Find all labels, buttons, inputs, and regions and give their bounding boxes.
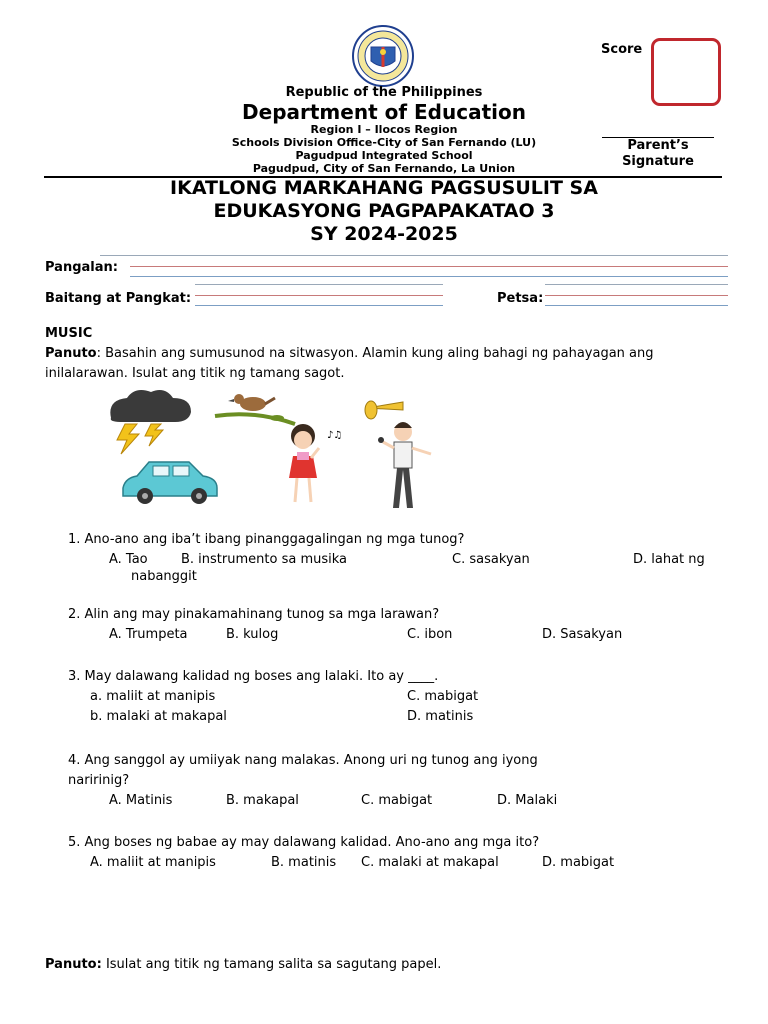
q5-option-b[interactable]: B. matinis <box>271 855 337 870</box>
footer-instruction-label: Panuto: <box>45 957 102 972</box>
exam-title <box>44 177 724 246</box>
name-label: Pangalan: <box>45 260 118 275</box>
footer-instruction-text: Isulat ang titik ng tamang salita sa sagutang papel. <box>101 957 442 972</box>
republic-heading: Republic of the Philippines <box>285 85 483 100</box>
address-line: Pagudpud, City of San Fernando, La Union <box>252 162 516 175</box>
trumpet-icon <box>365 401 403 419</box>
q5-option-d[interactable]: D. mabigat <box>542 855 615 870</box>
score-box <box>651 38 721 106</box>
name-guide-line <box>130 266 728 267</box>
q1-option-b[interactable]: B. instrumento sa musika <box>181 552 347 567</box>
title-line3: SY 2024-2025 <box>310 223 458 245</box>
date-label: Petsa: <box>497 291 544 306</box>
division-line: Schools Division Office-City of San Fernando (LU) <box>231 136 537 149</box>
svg-text:♪♫: ♪♫ <box>327 430 343 441</box>
signature-label-line1: Parent’s <box>627 138 689 153</box>
q1-option-d-continued: nabanggit <box>131 569 197 584</box>
grade-answer-line[interactable] <box>195 305 443 306</box>
question-1: 1. Ano-ano ang iba’t ibang pinanggagalingan ng mga tunog? <box>68 532 465 547</box>
q4-option-b[interactable]: B. makapal <box>226 793 299 808</box>
section-instruction <box>45 344 735 384</box>
grade-guide-line <box>195 284 443 285</box>
singing-girl-icon <box>289 424 342 502</box>
footer-instruction <box>45 955 441 975</box>
question-4: 4. Ang sanggol ay umiiyak nang malakas. Anong uri ng tunog ang iyong <box>68 753 538 768</box>
q1-option-a[interactable]: A. Tao <box>109 552 148 567</box>
question-3: 3. May dalawang kalidad ng boses ang lalaki. Ito ay ____. <box>68 669 439 684</box>
instruction-text: : Basahin ang sumusunod na sitwasyon. Alamin kung aling bahagi ng pahayagan ang inilalarawan. Isulat ang titik ng tamang sagot. <box>45 346 654 381</box>
section-heading: MUSIC <box>45 326 93 341</box>
date-guide-line <box>545 284 728 285</box>
instruction-label: Panuto <box>45 346 97 361</box>
question-5: 5. Ang boses ng babae ay may dalawang kalidad. Ano-ano ang mga ito? <box>68 835 540 850</box>
q4-option-a[interactable]: A. Matinis <box>109 793 173 808</box>
q2-option-a[interactable]: A. Trumpeta <box>109 627 188 642</box>
bird-on-branch-icon <box>215 394 295 424</box>
grade-guide-line <box>195 295 443 296</box>
q5-option-c[interactable]: C. malaki at makapal <box>361 855 499 870</box>
q3-option-b[interactable]: b. malaki at makapal <box>90 709 227 724</box>
q3-option-d[interactable]: D. matinis <box>407 709 474 724</box>
date-answer-line[interactable] <box>545 305 728 306</box>
signature-label-line2: Signature <box>622 154 694 169</box>
title-line2: EDUKASYONG PAGPAPAKATAO 3 <box>213 200 555 222</box>
q5-option-a[interactable]: A. maliit at manipis <box>90 855 216 870</box>
score-label: Score <box>601 42 643 57</box>
deped-seal-logo <box>347 25 419 87</box>
q4-option-d[interactable]: D. Malaki <box>497 793 558 808</box>
department-heading: Department of Education <box>242 100 526 124</box>
title-line1: IKATLONG MARKAHANG PAGSUSULIT SA <box>170 177 598 199</box>
question-4-continued: naririnig? <box>68 773 130 788</box>
question-2: 2. Alin ang may pinakamahinang tunog sa mga larawan? <box>68 607 440 622</box>
q1-option-c[interactable]: C. sasakyan <box>452 552 530 567</box>
thunder-cloud-icon <box>110 390 191 454</box>
grade-section-label: Baitang at Pangkat: <box>45 291 192 306</box>
school-line: Pagudpud Integrated School <box>295 149 473 162</box>
q3-option-a[interactable]: a. maliit at manipis <box>90 689 216 704</box>
q4-option-c[interactable]: C. mabigat <box>361 793 433 808</box>
q3-option-c[interactable]: C. mabigat <box>407 689 479 704</box>
car-icon <box>123 462 217 504</box>
q2-option-b[interactable]: B. kulog <box>226 627 279 642</box>
q1-option-d[interactable]: D. lahat ng <box>633 552 705 567</box>
parent-signature-label <box>602 138 714 170</box>
region-line: Region I – Ilocos Region <box>310 123 458 136</box>
name-answer-line[interactable] <box>130 276 728 277</box>
name-guide-line <box>100 255 728 256</box>
singing-boy-icon <box>378 422 431 508</box>
q2-option-c[interactable]: C. ibon <box>407 627 453 642</box>
date-guide-line <box>545 295 728 296</box>
sound-sources-illustration <box>105 390 475 515</box>
q2-option-d[interactable]: D. Sasakyan <box>542 627 623 642</box>
